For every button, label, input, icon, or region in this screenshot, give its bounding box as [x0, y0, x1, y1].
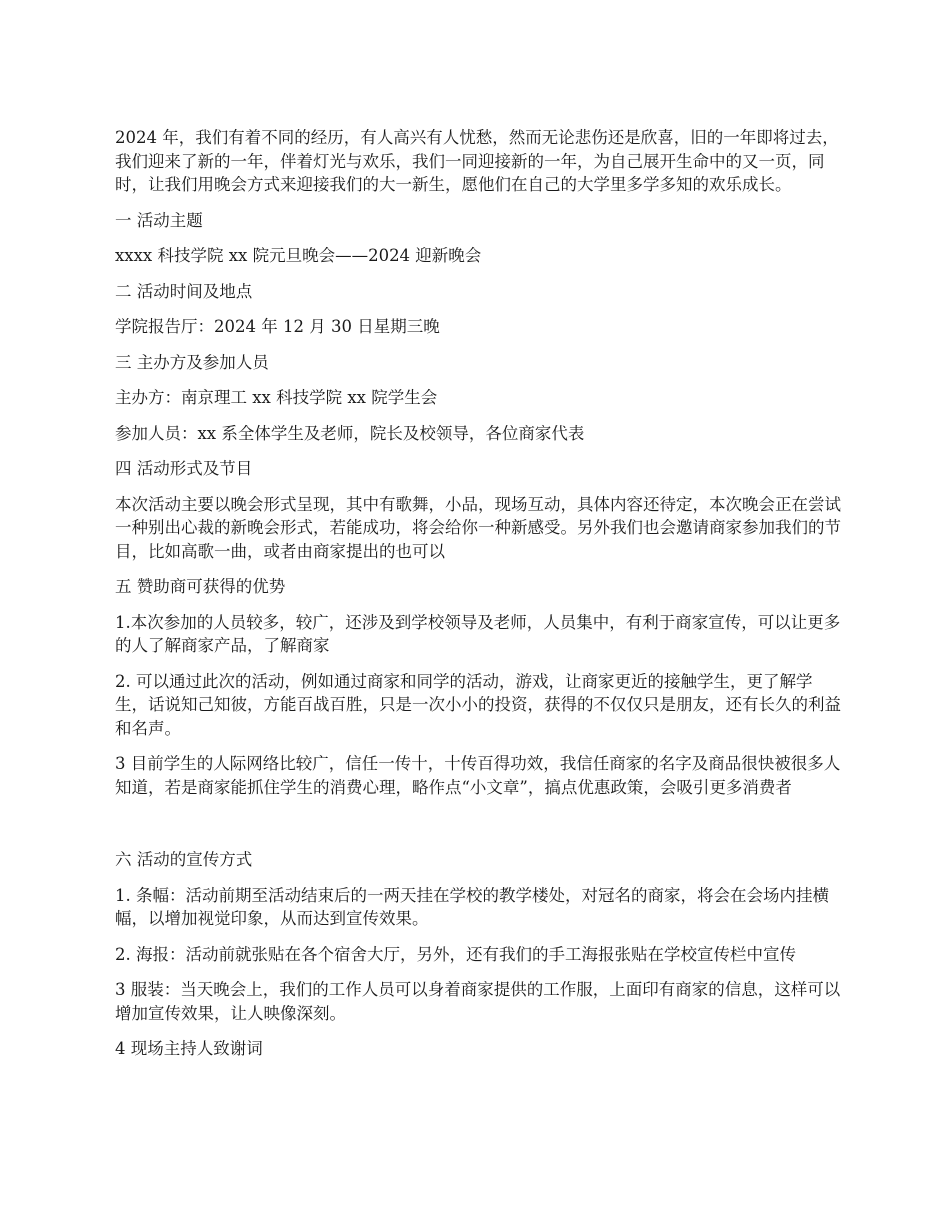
section-heading-theme: 一 活动主题: [115, 210, 203, 230]
intro-paragraph: 2024 年，我们有着不同的经历，有人高兴有人忧愁，然而无论悲伤还是欣喜，旧的一年即将过去，我们迎来了新的一年，伴着灯光与欢乐，我们一同迎接新的一年，为自己展开生命中的又一页，同时，让我们用晚会方式来迎接我们的大一新生，愿他们在自己的大学里多学多知的欢乐成长。: [115, 128, 839, 194]
sponsor-benefit-item: 2. 可以通过此次的活动，例如通过商家和同学的活动，游戏，让商家更近的接触学生，更了解学生，话说知己知彼，方能百战百胜，只是一次小小的投资，获得的不仅仅只是朋友，还有长久的利益和名声。: [115, 671, 841, 738]
section-heading-time-place: 二 活动时间及地点: [115, 281, 253, 301]
blank-spacer: [115, 811, 845, 848]
publicity-item: 4 现场主持人致谢词: [115, 1039, 263, 1058]
section-heading-format: 四 活动形式及节目: [115, 459, 253, 478]
participants-text: 参加人员：xx 系全体学生及老师，院长及校领导，各位商家代表: [115, 423, 585, 443]
organizer-text: 主办方：南京理工 xx 科技学院 xx 院学生会: [115, 388, 438, 407]
publicity-item: 3 服装：当天晚会上，我们的工作人员可以身着商家提供的工作服，上面印有商家的信息，这样可以增加宣传效果，让人映像深刻。: [115, 980, 841, 1023]
sponsor-benefit-item: 3 目前学生的人际网络比较广，信任一传十，十传百得功效，我信任商家的名字及商品很快被很多人知道，若是商家能抓住学生的消费心理，略作点“小文章”，搞点优惠政策，会吸引更多消费者: [115, 754, 841, 797]
time-place-text: 学院报告厅：2024 年 12 月 30 日星期三晚: [115, 317, 440, 336]
section-heading-sponsor-benefits: 五 赞助商可获得的优势: [115, 577, 286, 596]
publicity-item: 1. 条幅：活动前期至活动结束后的一两天挂在学校的教学楼处，对冠名的商家，将会在会场内挂横幅，以增加视觉印象，从而达到宣传效果。: [115, 885, 829, 928]
publicity-item: 2. 海报：活动前就张贴在各个宿舍大厅，另外，还有我们的手工海报张贴在学校宣传栏中宣传: [115, 944, 796, 964]
section-heading-publicity: 六 活动的宣传方式: [115, 850, 253, 869]
section-heading-organizer: 三 主办方及参加人员: [115, 352, 269, 372]
sponsor-benefit-item: 1.本次参加的人员较多，较广，还涉及到学校领导及老师，人员集中，有利于商家宣传，可以让更多的人了解商家产品，了解商家: [115, 612, 841, 655]
format-text: 本次活动主要以晚会形式呈现，其中有歌舞，小品，现场互动，具体内容还待定，本次晚会正在尝试一种别出心裁的新晚会形式，若能成功，将会给你一种新感受。另外我们也会邀请商家参加我们的节目，比如高歌一曲，或者由商家提出的也可以: [115, 494, 841, 561]
theme-text: xxxx 科技学院 xx 院元旦晚会——2024 迎新晚会: [115, 246, 482, 265]
document-body: [115, 126, 845, 1073]
